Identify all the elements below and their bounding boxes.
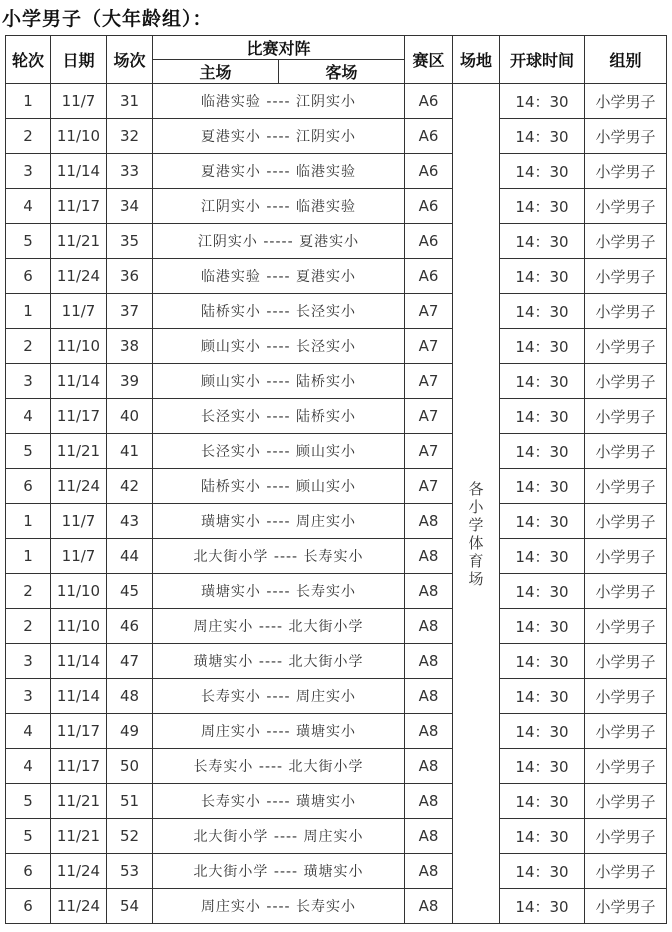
header-venue: 场地 (453, 36, 500, 84)
table-row (6, 679, 667, 714)
cell-group: 小学男子 (585, 329, 667, 364)
cell-round: 6 (6, 854, 51, 889)
cell-zone: A7 (405, 434, 453, 469)
cell-match-no: 34 (107, 189, 153, 224)
cell-round: 1 (6, 84, 51, 119)
cell-date: 11/17 (51, 399, 107, 434)
cell-fixture: 北大街小学 ---- 璜塘实小 (153, 854, 405, 889)
cell-date: 11/24 (51, 889, 107, 924)
cell-zone: A6 (405, 224, 453, 259)
cell-kickoff: 14：30 (500, 819, 585, 854)
cell-kickoff: 14：30 (500, 189, 585, 224)
cell-group: 小学男子 (585, 679, 667, 714)
cell-fixture: 长寿实小 ---- 周庄实小 (153, 679, 405, 714)
cell-fixture: 长泾实小 ---- 顾山实小 (153, 434, 405, 469)
cell-round: 1 (6, 504, 51, 539)
cell-round: 3 (6, 644, 51, 679)
cell-round: 5 (6, 434, 51, 469)
cell-fixture: 周庄实小 ---- 长寿实小 (153, 889, 405, 924)
cell-zone: A8 (405, 889, 453, 924)
cell-round: 1 (6, 539, 51, 574)
cell-fixture: 临港实验 ---- 江阴实小 (153, 84, 405, 119)
cell-zone: A7 (405, 364, 453, 399)
cell-round: 5 (6, 819, 51, 854)
cell-fixture: 江阴实小 ----- 夏港实小 (153, 224, 405, 259)
header-match-no: 场次 (107, 36, 153, 84)
cell-group: 小学男子 (585, 119, 667, 154)
table-row (6, 189, 667, 224)
cell-fixture: 长泾实小 ---- 陆桥实小 (153, 399, 405, 434)
cell-kickoff: 14：30 (500, 399, 585, 434)
cell-kickoff: 14：30 (500, 224, 585, 259)
header-group: 组别 (585, 36, 667, 84)
table-row (6, 154, 667, 189)
cell-kickoff: 14：30 (500, 329, 585, 364)
cell-round: 1 (6, 294, 51, 329)
table-row (6, 259, 667, 294)
cell-kickoff: 14：30 (500, 259, 585, 294)
cell-date: 11/21 (51, 819, 107, 854)
cell-zone: A6 (405, 84, 453, 119)
cell-date: 11/14 (51, 154, 107, 189)
cell-fixture: 江阴实小 ---- 临港实验 (153, 189, 405, 224)
cell-group: 小学男子 (585, 224, 667, 259)
cell-zone: A7 (405, 294, 453, 329)
cell-kickoff: 14：30 (500, 469, 585, 504)
cell-match-no: 42 (107, 469, 153, 504)
cell-round: 6 (6, 889, 51, 924)
cell-zone: A8 (405, 609, 453, 644)
cell-zone: A8 (405, 714, 453, 749)
table-row (6, 644, 667, 679)
cell-date: 11/24 (51, 259, 107, 294)
cell-round: 4 (6, 749, 51, 784)
cell-match-no: 46 (107, 609, 153, 644)
cell-group: 小学男子 (585, 504, 667, 539)
cell-kickoff: 14：30 (500, 574, 585, 609)
cell-date: 11/17 (51, 714, 107, 749)
cell-fixture: 北大街小学 ---- 周庄实小 (153, 819, 405, 854)
cell-round: 3 (6, 154, 51, 189)
cell-group: 小学男子 (585, 154, 667, 189)
cell-match-no: 36 (107, 259, 153, 294)
cell-group: 小学男子 (585, 644, 667, 679)
cell-fixture: 顾山实小 ---- 长泾实小 (153, 329, 405, 364)
cell-date: 11/10 (51, 329, 107, 364)
table-row (6, 784, 667, 819)
page-title: 小学男子（大年龄组）： (2, 8, 213, 30)
cell-round: 2 (6, 574, 51, 609)
cell-group: 小学男子 (585, 609, 667, 644)
cell-date: 11/24 (51, 469, 107, 504)
cell-kickoff: 14：30 (500, 84, 585, 119)
cell-fixture: 周庄实小 ---- 北大街小学 (153, 609, 405, 644)
cell-zone: A6 (405, 119, 453, 154)
cell-group: 小学男子 (585, 294, 667, 329)
cell-group: 小学男子 (585, 84, 667, 119)
cell-zone: A8 (405, 749, 453, 784)
cell-group: 小学男子 (585, 784, 667, 819)
cell-group: 小学男子 (585, 259, 667, 294)
cell-kickoff: 14：30 (500, 119, 585, 154)
header-round: 轮次 (6, 36, 51, 84)
cell-date: 11/7 (51, 84, 107, 119)
cell-match-no: 48 (107, 679, 153, 714)
cell-match-no: 50 (107, 749, 153, 784)
cell-kickoff: 14：30 (500, 644, 585, 679)
table-row (6, 329, 667, 364)
cell-kickoff: 14：30 (500, 154, 585, 189)
table-row (6, 714, 667, 749)
cell-round: 6 (6, 469, 51, 504)
table-row (6, 819, 667, 854)
cell-round: 2 (6, 119, 51, 154)
cell-group: 小学男子 (585, 399, 667, 434)
cell-group: 小学男子 (585, 889, 667, 924)
cell-round: 2 (6, 609, 51, 644)
cell-match-no: 52 (107, 819, 153, 854)
cell-group: 小学男子 (585, 539, 667, 574)
cell-fixture: 璜塘实小 ---- 周庄实小 (153, 504, 405, 539)
cell-match-no: 47 (107, 644, 153, 679)
table-body (6, 84, 667, 924)
cell-match-no: 51 (107, 784, 153, 819)
cell-group: 小学男子 (585, 819, 667, 854)
header-home: 主场 (153, 60, 279, 84)
cell-match-no: 54 (107, 889, 153, 924)
cell-match-no: 31 (107, 84, 153, 119)
cell-fixture: 璜塘实小 ---- 北大街小学 (153, 644, 405, 679)
cell-kickoff: 14：30 (500, 504, 585, 539)
cell-kickoff: 14：30 (500, 854, 585, 889)
cell-zone: A7 (405, 329, 453, 364)
cell-zone: A8 (405, 854, 453, 889)
table-row (6, 749, 667, 784)
cell-kickoff: 14：30 (500, 434, 585, 469)
table-row (6, 469, 667, 504)
venue-text: 各小学体育场 (468, 479, 484, 588)
cell-zone: A8 (405, 644, 453, 679)
cell-date: 11/17 (51, 189, 107, 224)
header-away: 客场 (279, 60, 405, 84)
cell-kickoff: 14：30 (500, 539, 585, 574)
cell-fixture: 璜塘实小 ---- 长寿实小 (153, 574, 405, 609)
cell-zone: A8 (405, 679, 453, 714)
cell-fixture: 陆桥实小 ---- 顾山实小 (153, 469, 405, 504)
cell-round: 5 (6, 224, 51, 259)
cell-match-no: 33 (107, 154, 153, 189)
cell-date: 11/7 (51, 504, 107, 539)
table-row (6, 294, 667, 329)
cell-date: 11/24 (51, 854, 107, 889)
cell-group: 小学男子 (585, 434, 667, 469)
cell-fixture: 周庄实小 ---- 璜塘实小 (153, 714, 405, 749)
cell-date: 11/17 (51, 749, 107, 784)
table-row (6, 224, 667, 259)
cell-kickoff: 14：30 (500, 749, 585, 784)
cell-fixture: 顾山实小 ---- 陆桥实小 (153, 364, 405, 399)
cell-date: 11/21 (51, 224, 107, 259)
cell-round: 3 (6, 679, 51, 714)
cell-fixture: 北大街小学 ---- 长寿实小 (153, 539, 405, 574)
header-fixture: 比赛对阵 (153, 36, 405, 60)
cell-match-no: 32 (107, 119, 153, 154)
cell-group: 小学男子 (585, 364, 667, 399)
cell-zone: A6 (405, 154, 453, 189)
cell-date: 11/10 (51, 119, 107, 154)
cell-round: 5 (6, 784, 51, 819)
cell-fixture: 夏港实小 ---- 临港实验 (153, 154, 405, 189)
cell-zone: A8 (405, 574, 453, 609)
cell-match-no: 38 (107, 329, 153, 364)
cell-match-no: 35 (107, 224, 153, 259)
cell-date: 11/14 (51, 364, 107, 399)
cell-round: 4 (6, 714, 51, 749)
cell-zone: A7 (405, 469, 453, 504)
cell-match-no: 43 (107, 504, 153, 539)
cell-kickoff: 14：30 (500, 784, 585, 819)
cell-fixture: 长寿实小 ---- 北大街小学 (153, 749, 405, 784)
cell-group: 小学男子 (585, 574, 667, 609)
cell-venue (453, 84, 500, 924)
table-row (6, 434, 667, 469)
cell-group: 小学男子 (585, 714, 667, 749)
table-row (6, 889, 667, 924)
table-row (6, 399, 667, 434)
cell-group: 小学男子 (585, 854, 667, 889)
cell-date: 11/10 (51, 609, 107, 644)
cell-kickoff: 14：30 (500, 889, 585, 924)
cell-kickoff: 14：30 (500, 714, 585, 749)
cell-zone: A8 (405, 784, 453, 819)
cell-fixture: 临港实验 ---- 夏港实小 (153, 259, 405, 294)
cell-fixture: 长寿实小 ---- 璜塘实小 (153, 784, 405, 819)
cell-kickoff: 14：30 (500, 364, 585, 399)
cell-fixture: 夏港实小 ---- 江阴实小 (153, 119, 405, 154)
cell-date: 11/7 (51, 294, 107, 329)
cell-date: 11/21 (51, 784, 107, 819)
cell-match-no: 37 (107, 294, 153, 329)
cell-match-no: 44 (107, 539, 153, 574)
cell-zone: A6 (405, 189, 453, 224)
cell-match-no: 39 (107, 364, 153, 399)
table-row (6, 504, 667, 539)
cell-date: 11/21 (51, 434, 107, 469)
cell-group: 小学男子 (585, 469, 667, 504)
cell-match-no: 45 (107, 574, 153, 609)
table-row (6, 364, 667, 399)
cell-group: 小学男子 (585, 749, 667, 784)
table-row (6, 119, 667, 154)
table-row (6, 84, 667, 119)
schedule-table (5, 35, 667, 924)
cell-fixture: 陆桥实小 ---- 长泾实小 (153, 294, 405, 329)
cell-zone: A7 (405, 399, 453, 434)
header-kickoff: 开球时间 (500, 36, 585, 84)
cell-kickoff: 14：30 (500, 609, 585, 644)
table-header (6, 36, 667, 84)
cell-kickoff: 14：30 (500, 294, 585, 329)
cell-round: 6 (6, 259, 51, 294)
cell-date: 11/14 (51, 679, 107, 714)
cell-zone: A8 (405, 504, 453, 539)
cell-zone: A8 (405, 819, 453, 854)
cell-match-no: 40 (107, 399, 153, 434)
header-zone: 赛区 (405, 36, 453, 84)
table-row (6, 574, 667, 609)
header-date: 日期 (51, 36, 107, 84)
table-row (6, 609, 667, 644)
cell-zone: A8 (405, 539, 453, 574)
table-row (6, 539, 667, 574)
cell-round: 2 (6, 329, 51, 364)
cell-match-no: 49 (107, 714, 153, 749)
table-row (6, 854, 667, 889)
cell-zone: A6 (405, 259, 453, 294)
cell-date: 11/7 (51, 539, 107, 574)
cell-kickoff: 14：30 (500, 679, 585, 714)
cell-round: 4 (6, 399, 51, 434)
cell-date: 11/14 (51, 644, 107, 679)
cell-round: 4 (6, 189, 51, 224)
cell-match-no: 41 (107, 434, 153, 469)
cell-date: 11/10 (51, 574, 107, 609)
cell-match-no: 53 (107, 854, 153, 889)
cell-round: 3 (6, 364, 51, 399)
cell-group: 小学男子 (585, 189, 667, 224)
